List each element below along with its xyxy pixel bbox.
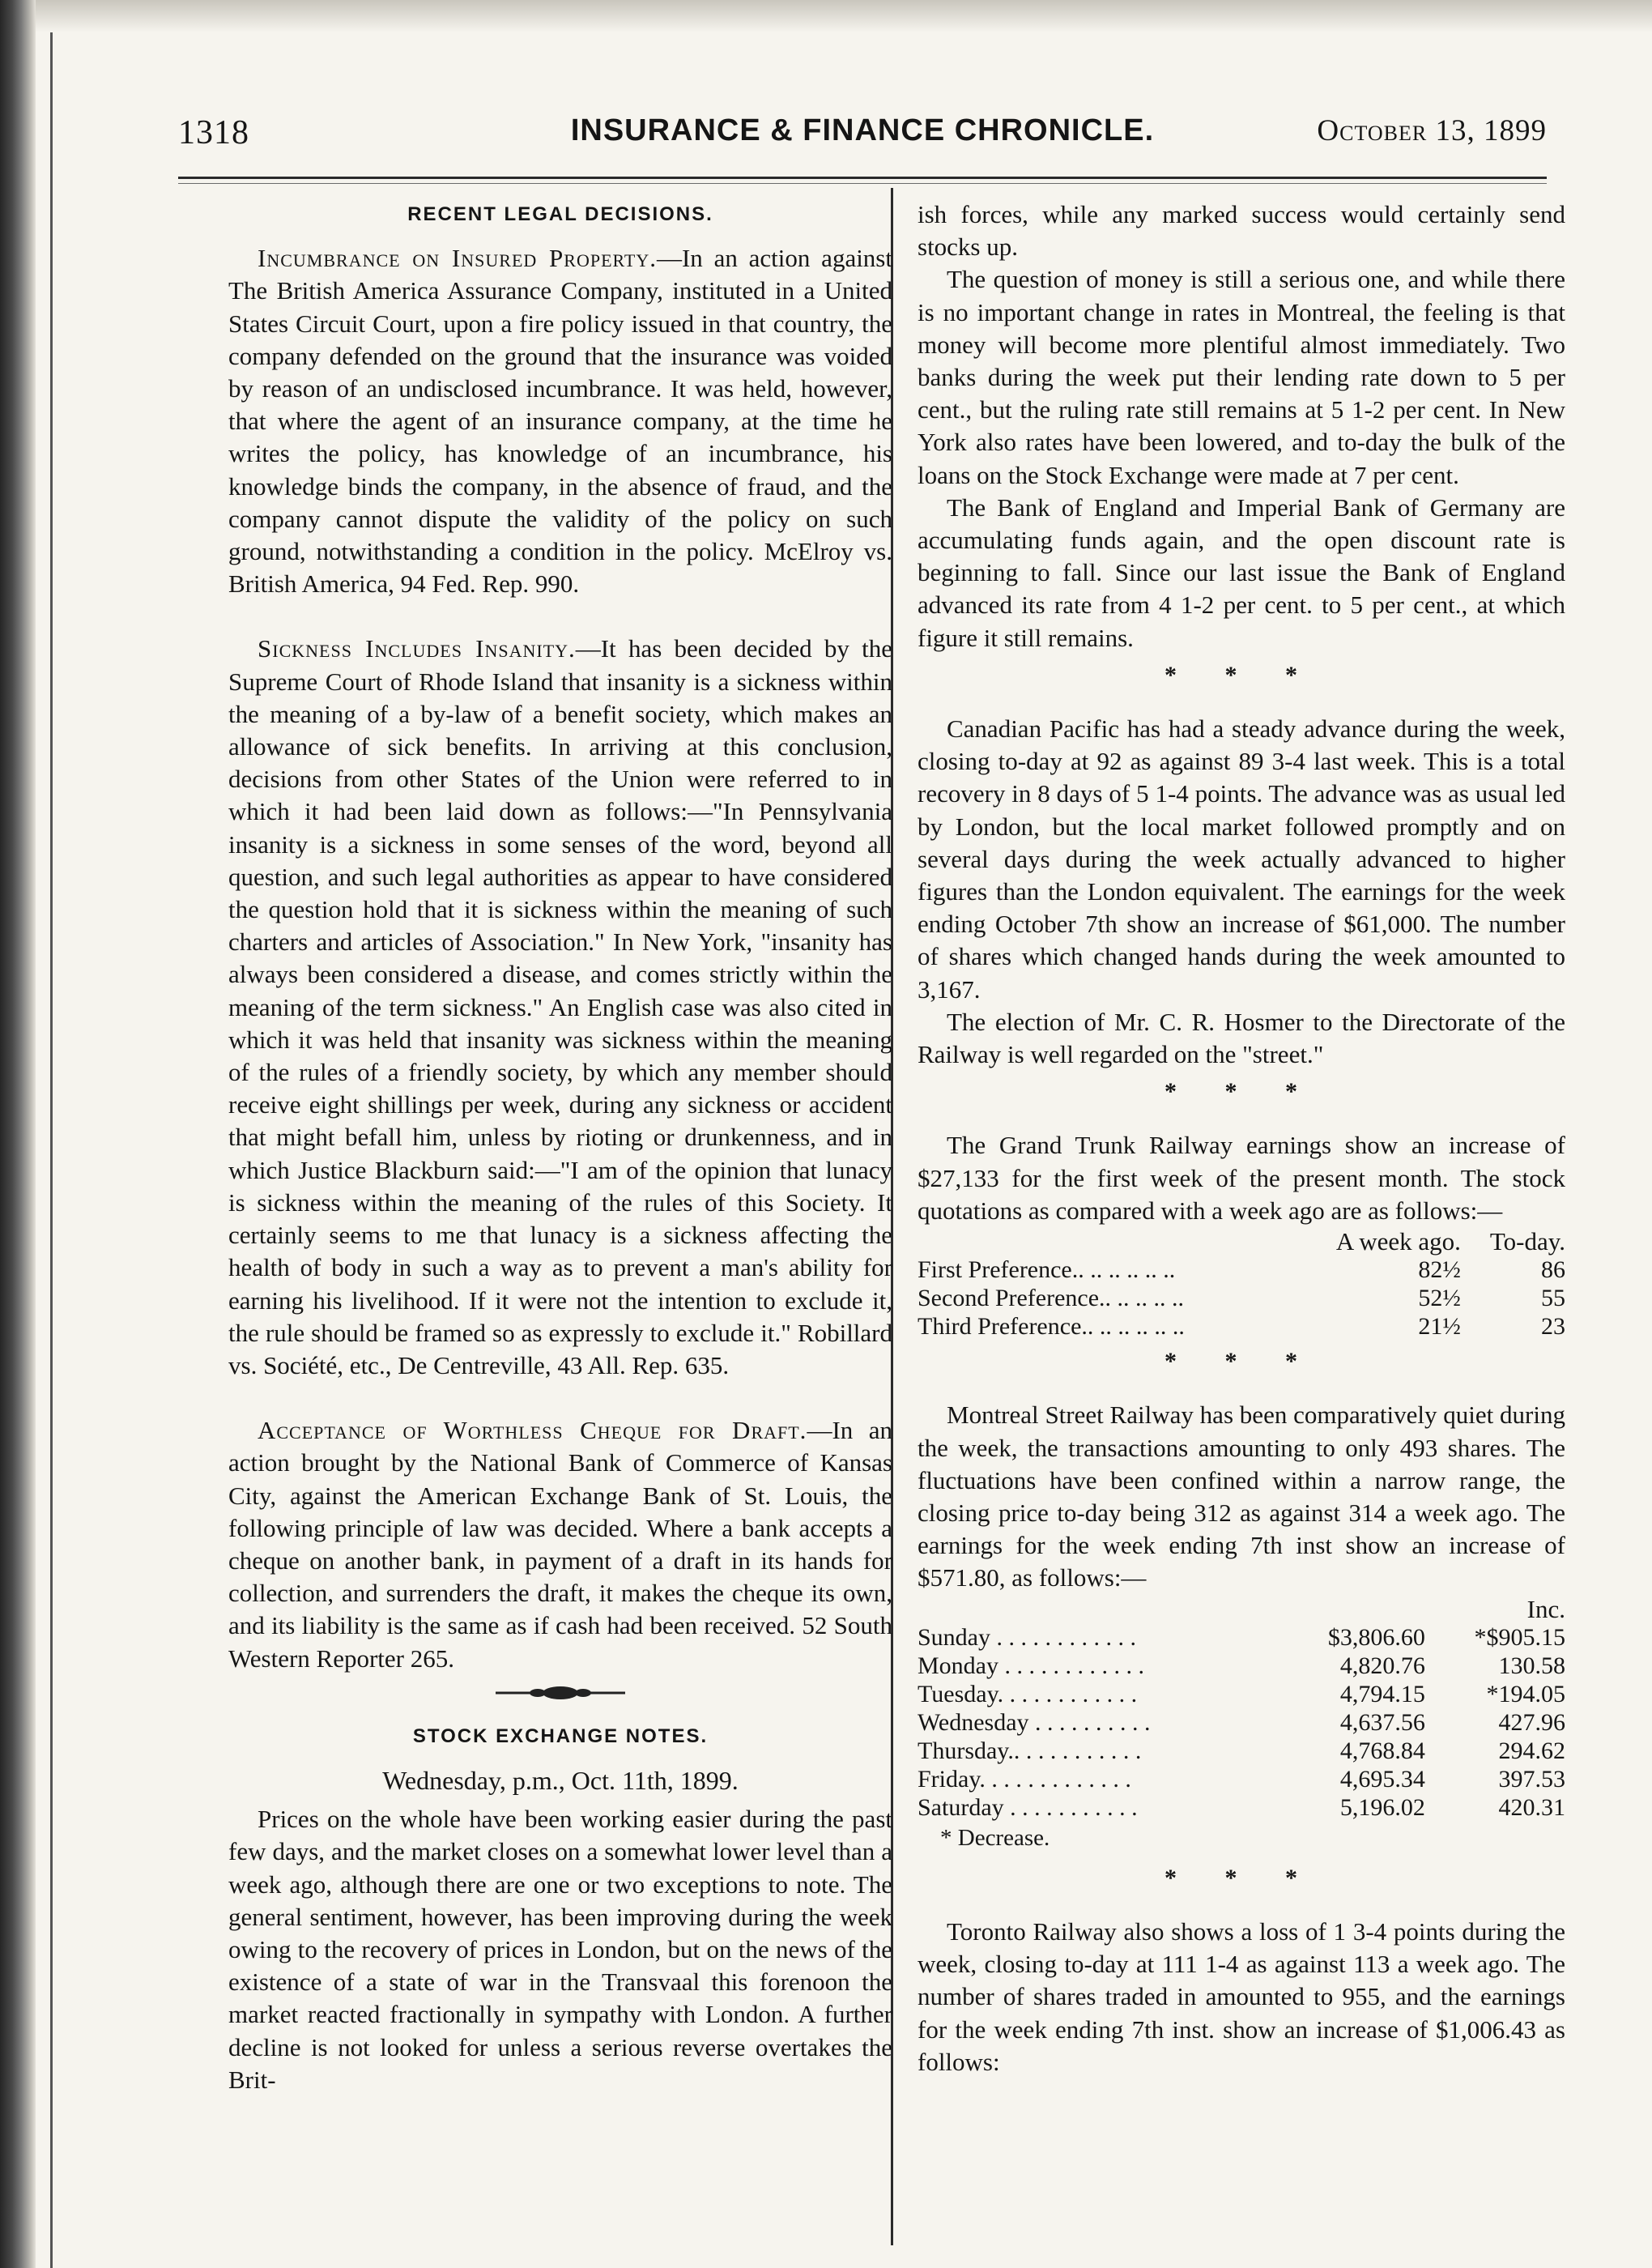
article-cheque-body: —In an action brought by the National Bank of Commerce of Kansas City, against the American Exchange Bank of St. Louis, the following principle of law was decided. Where a bank accepts a cheque on another bank, in payment of a draft in its hands for collection, and surrenders the draft, it makes the cheque its own, and its liability is the same as if cash had been received. 52 South Western Reporter 265. — [228, 1416, 892, 1673]
row-amount: 4,637.56 — [1339, 1708, 1425, 1736]
table-row — [918, 1793, 1565, 1822]
row-increase: 420.31 — [1498, 1793, 1565, 1821]
grand-trunk-quotations-table — [918, 1227, 1565, 1341]
row-amount: 5,196.02 — [1339, 1793, 1425, 1821]
section-stars-3: * * * — [1164, 1348, 1318, 1375]
row-increase: 427.96 — [1498, 1708, 1565, 1736]
book-binding-edge — [0, 0, 36, 2268]
value-today: 86 — [1541, 1256, 1565, 1284]
stock-paragraph-continued: ish forces, while any marked success would certainly send stocks up. — [918, 200, 1565, 262]
header-rule-thin — [178, 183, 1547, 184]
row-amount: 4,768.84 — [1339, 1737, 1425, 1764]
table-row — [918, 1312, 1565, 1341]
left-column — [228, 198, 892, 2096]
row-day: Thursday.. . . . . . . . . . . — [918, 1737, 1142, 1764]
table-row — [918, 1765, 1565, 1793]
article-insanity-body: —It has been decided by the Supreme Court of Rhode Island that insanity is a sickness within the meaning of a by-law of a benefit society, which makes an allowance of sick benefits. In arriving at this conclusion, decisions from other States of the Union were referred to in which it had been laid down as follows:—"In Pennsylvania insanity is a sickness in some senses of the word, beyond all question, and such legal authorities as appear to have considered the question hold that it is sickness within the meaning of such charters and articles of Association." In New York, "insanity has always been considered a disease, and comes strictly within the meaning of the term sickness." An English case was also cited in which it was held that insanity was sickness within the meaning of the rules of a friendly society, by which any member should receive eight shillings per week, during any sickness or accident that might befall him, unless by rioting or drunkenness, and in which Justice Blackburn said:—"I am of the opinion that lunacy is sickness within the meaning of the rules of this Society. It certainly seems to me that lunacy is a sickness affecting the health of body in such a way as to prevent a man's ability for earning his livelihood. If it were not the intention to exclude it, the rule should be framed so as expressly to exclude it." Robillard vs. Société, etc., De Centreville, 43 All. Rep. 635. — [228, 634, 892, 1379]
section-stars-4: * * * — [1164, 1864, 1318, 1891]
section-stars-2: * * * — [1164, 1078, 1318, 1106]
col-head-today: To-day. — [1489, 1227, 1565, 1256]
right-column — [918, 198, 1565, 2078]
value-week-ago: 52½ — [1418, 1285, 1461, 1312]
article-cheque-head: Acceptance of Worthless Cheque for Draft. — [258, 1416, 807, 1445]
page-top-shade — [36, 0, 1652, 32]
row-amount: 4,695.34 — [1339, 1765, 1425, 1793]
page-number: 1318 — [178, 114, 249, 151]
article-cheque — [228, 1414, 892, 1675]
article-incumbrance-body: —In an action against The British America Assurance Company, instituted in a United States Circuit Court, upon a fire policy issued in that country, the company defended on the ground that the insurance was voided by reason of an undisclosed incumbrance. It was held, however, that where the agent of an insurance company, at the time he writes the policy, has knowledge of an incumbrance, his knowledge binds the company, in the absence of fraud, and the company cannot dispute the validity of the policy on such ground, notwithstanding a condition in the policy. McElroy vs. British America, 94 Fed. Rep. 990. — [228, 244, 892, 599]
value-today: 23 — [1541, 1313, 1565, 1341]
stock-paragraph-1: Prices on the whole have been working easier during the past few days, and the market closes on a somewhat lower level than a week ago, although there are one or two exceptions to note. The general sentiment, however, has been improving during the week owing to the recovery of prices in London, but on the news of the existence of a state of war in the Transvaal this forenoon the market reacted fractionally in sympathy with London. A further decline is not looked for unless a serious reverse overtakes the Brit- — [228, 1805, 892, 2094]
row-day: Wednesday . . . . . . . . . . — [918, 1708, 1151, 1736]
canadian-pacific-paragraph: Canadian Pacific has had a steady advance during the week, closing to-day at 92 as against 89 3-4 last week. This is a total recovery in 8 days of 5 1-4 points. The advance was as usual led by London, but the local market followed promptly and on several days during the week actually advanced to higher figures than the London equivalent. The earnings for the week ending October 7th show an increase of $61,000. The number of shares which changed hands during the week amounted to 3,167. — [918, 714, 1565, 1004]
money-paragraph: The question of money is still a serious one, and while there is no important change in rates in Montreal, the feeling is that money will become more plentiful almost immediately. Two banks during the week put their lending rate down to 5 per cent., but the ruling rate still remains at 5 1-2 per cent. In New York also rates have been lowered, and to-day the bulk of the loans on the Stock Exchange were made at 7 per cent. — [918, 265, 1565, 489]
col-head-inc: Inc. — [1526, 1594, 1565, 1623]
row-amount: 4,794.15 — [1339, 1680, 1425, 1707]
montreal-street-railway-paragraph: Montreal Street Railway has been comparatively quiet during the week, the transactions amounting to only 493 shares. The fluctuations have been confined within a narrow range, the closing price to-day being 312 as against 314 a week ago. The earnings for the week ending 7th inst show an increase of $571.80, as follows:— — [918, 1400, 1565, 1592]
table-row — [918, 1284, 1565, 1312]
binding-line — [50, 0, 53, 2268]
toronto-railway-paragraph: Toronto Railway also shows a loss of 1 3-4 points during the week, closing to-day at 111 1-4 as against 113 a week ago. The number of shares traded in amounted to 955, and the earnings for the week ending 7th inst. show an increase of $1,006.43 as follows: — [918, 1916, 1565, 2076]
row-day: Sunday . . . . . . . . . . . . — [918, 1623, 1136, 1651]
article-incumbrance-head: Incumbrance on Insured Property. — [258, 244, 657, 273]
table-row — [918, 1652, 1565, 1680]
row-day: Tuesday. . . . . . . . . . . . — [918, 1680, 1138, 1707]
table-row — [918, 1680, 1565, 1708]
article-insanity-head: Sickness Includes Insanity. — [258, 634, 576, 663]
row-label: Second Preference.. .. .. .. .. — [918, 1285, 1185, 1312]
row-increase: 130.58 — [1498, 1652, 1565, 1679]
decrease-footnote: * Decrease. — [940, 1824, 1050, 1851]
article-incumbrance — [228, 242, 892, 600]
table-row — [918, 1737, 1565, 1765]
row-increase: *$905.15 — [1474, 1623, 1565, 1651]
value-week-ago: 21½ — [1418, 1313, 1461, 1341]
stock-exchange-date: Wednesday, p.m., Oct. 11th, 1899. — [382, 1765, 739, 1795]
table-row — [918, 1256, 1565, 1284]
article-insanity — [228, 633, 892, 1382]
bank-rate-paragraph: The Bank of England and Imperial Bank of Germany are accumulating funds again, and the open discount rate is beginning to fall. Since our last issue the Bank of England advanced its rate from 4 1-2 per cent. to 5 per cent., at which figure it still remains. — [918, 492, 1565, 652]
masthead: INSURANCE & FINANCE CHRONICLE. — [570, 113, 1155, 147]
row-day: Saturday . . . . . . . . . . . — [918, 1793, 1138, 1821]
legal-decisions-heading: RECENT LEGAL DECISIONS. — [407, 203, 713, 225]
row-increase: *194.05 — [1486, 1680, 1565, 1707]
value-week-ago: 82½ — [1418, 1256, 1461, 1284]
col-head-week-ago: A week ago. — [1335, 1227, 1461, 1256]
row-increase: 397.53 — [1498, 1765, 1565, 1793]
row-increase: 294.62 — [1498, 1737, 1565, 1764]
page-header — [178, 107, 1547, 164]
row-label: Third Preference.. .. .. .. .. .. — [918, 1313, 1185, 1341]
ornament-divider — [496, 1683, 625, 1703]
row-label: First Preference.. .. .. .. .. .. — [918, 1256, 1176, 1284]
row-amount: 4,820.76 — [1339, 1652, 1425, 1679]
table-row — [918, 1708, 1565, 1737]
section-stars-1: * * * — [1164, 661, 1318, 688]
row-day: Friday. . . . . . . . . . . . . — [918, 1765, 1131, 1793]
issue-date: October 13, 1899 — [1317, 114, 1547, 147]
stock-exchange-heading: STOCK EXCHANGE NOTES. — [412, 1724, 709, 1747]
value-today: 55 — [1541, 1285, 1565, 1312]
row-day: Monday . . . . . . . . . . . . — [918, 1652, 1144, 1679]
grand-trunk-paragraph: The Grand Trunk Railway earnings show an increase of $27,133 for the first week of the present month. The stock quotations as compared with a week ago are as follows:— — [918, 1131, 1565, 1225]
montreal-earnings-table — [918, 1595, 1565, 1822]
row-amount: $3,806.60 — [1327, 1623, 1425, 1651]
table-row — [918, 1623, 1565, 1652]
header-rule — [178, 177, 1547, 179]
hosmer-paragraph: The election of Mr. C. R. Hosmer to the Directorate of the Railway is well regarded on the "street." — [918, 1007, 1565, 1069]
